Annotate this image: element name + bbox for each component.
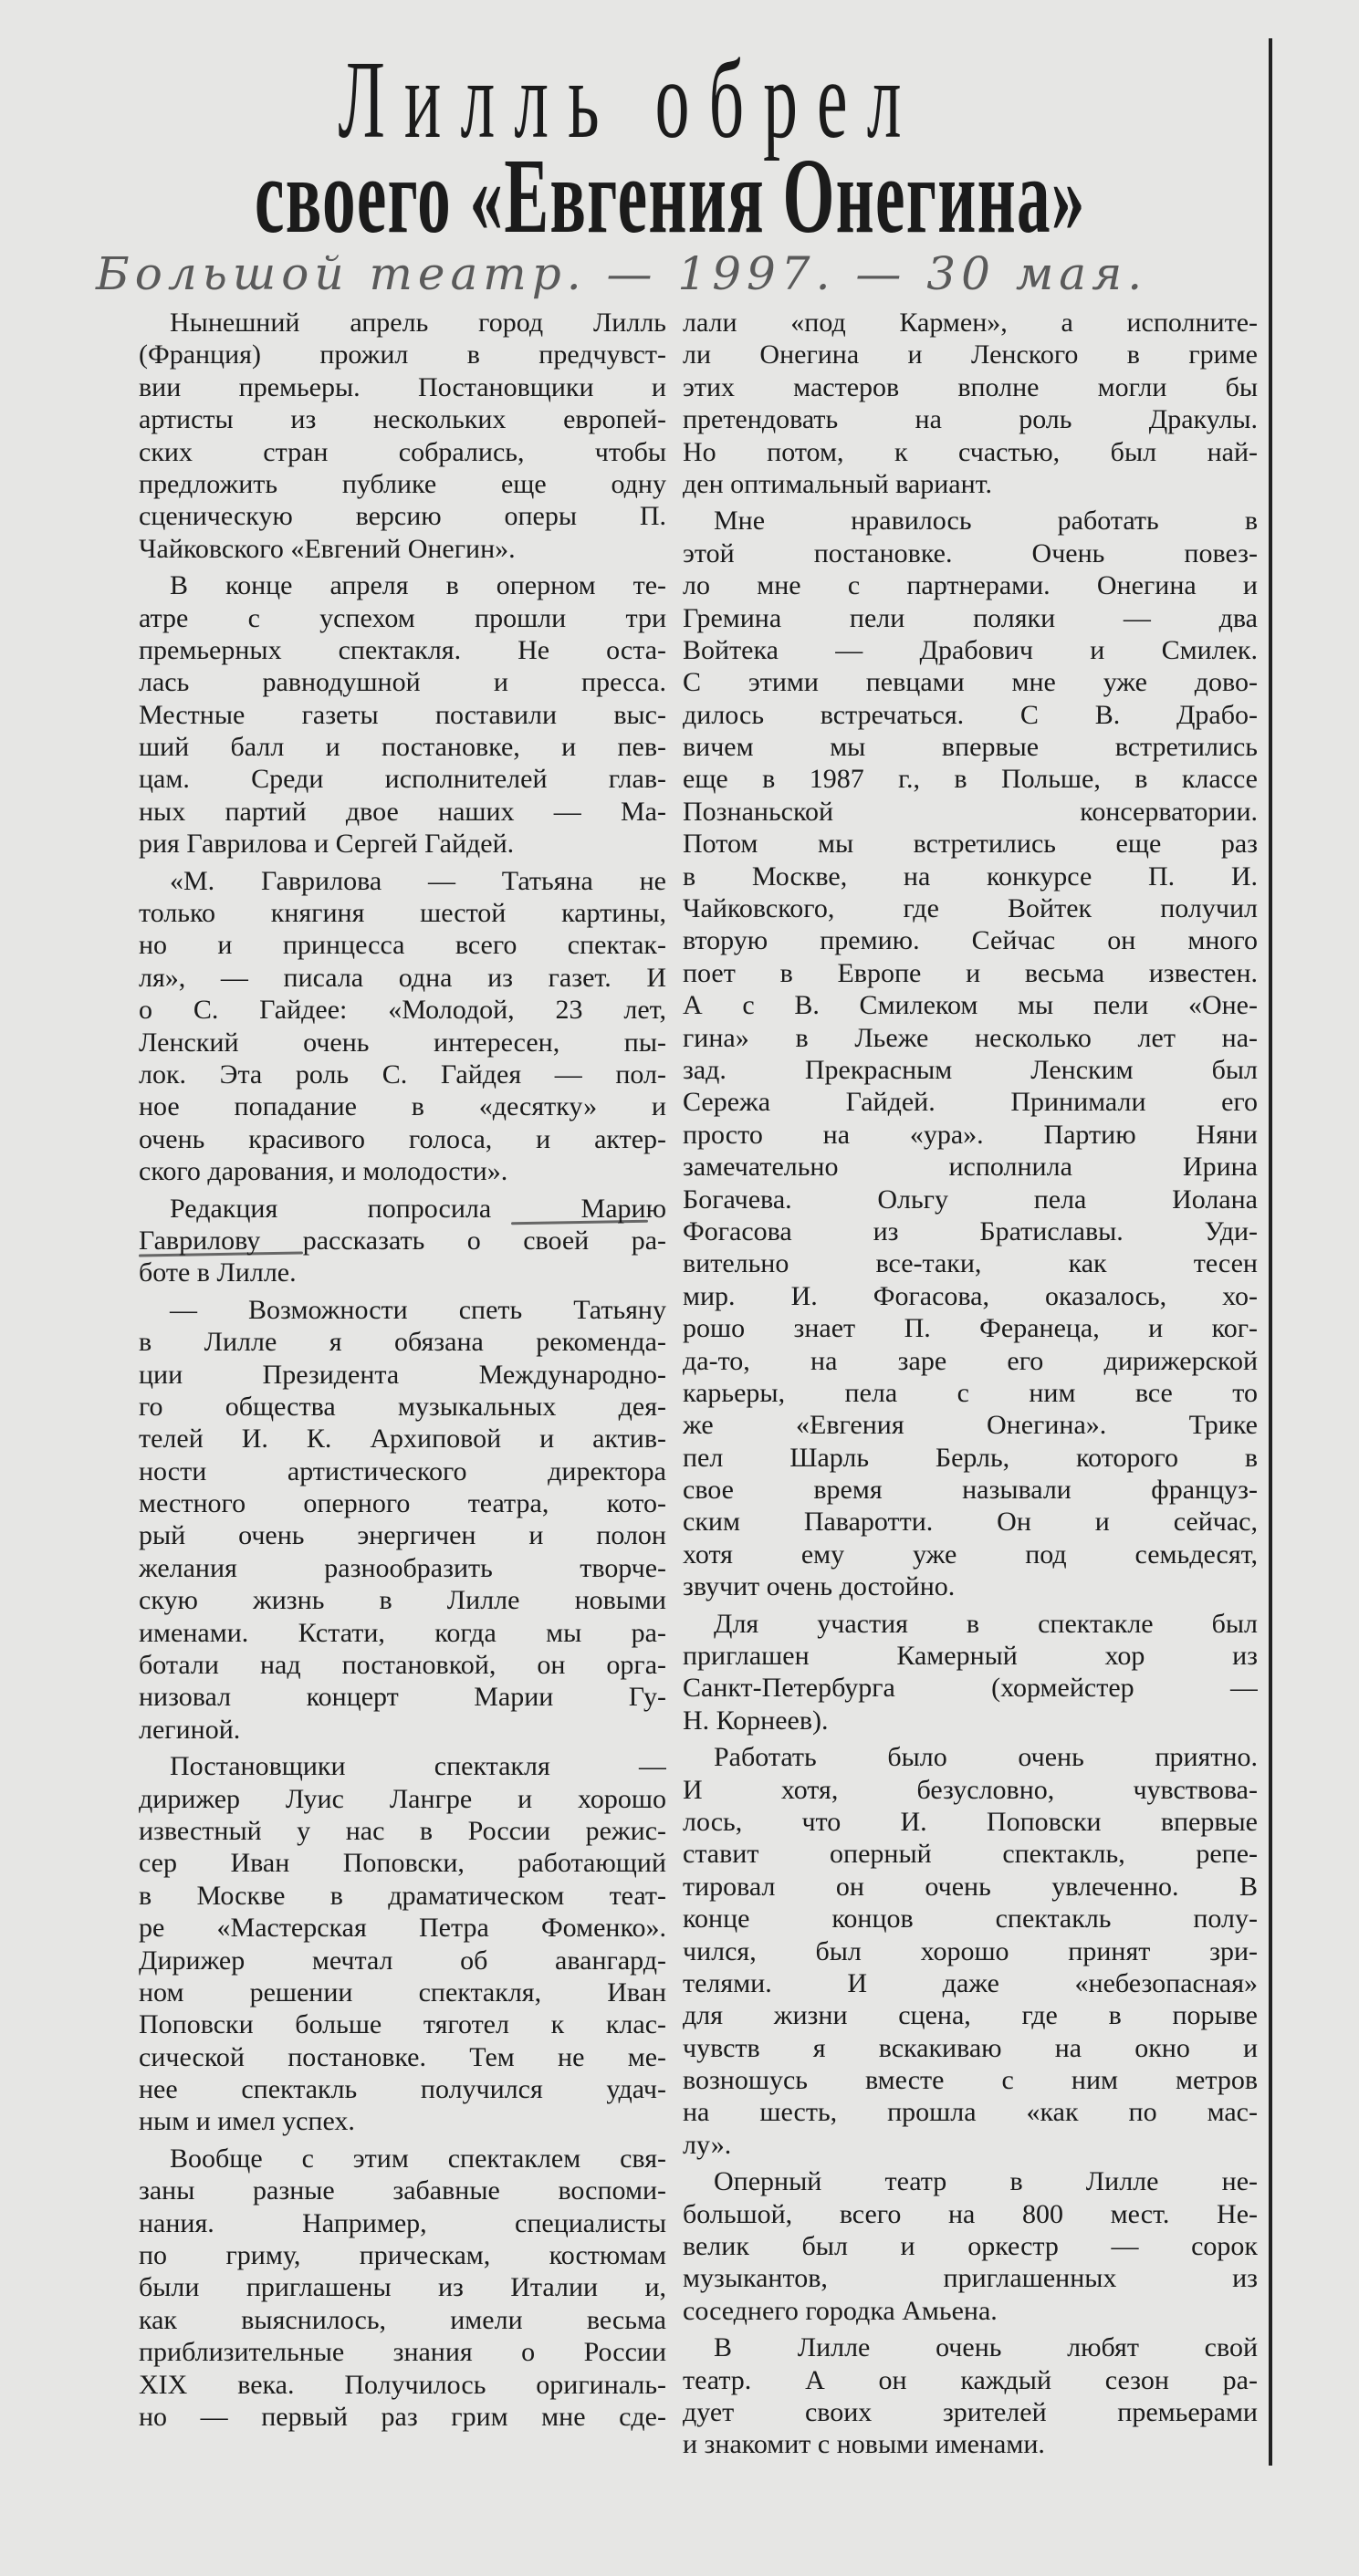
text-line: боте в Лилле.: [139, 1257, 297, 1288]
text-line: ное попадание в «десятку» и: [139, 1091, 666, 1122]
text-line: соседнего городка Амьена.: [683, 2295, 998, 2326]
text-line: поет в Европе и весьма известен.: [683, 957, 1258, 988]
text-line: телями. И даже «небезопасная»: [683, 1967, 1258, 1998]
handwritten-source-note: Большой театр. — 1997. — 30 мая.: [96, 247, 1148, 300]
text-line: сической постановке. Тем не ме-: [139, 2041, 666, 2072]
text-line: же «Евгения Онегина». Трике: [683, 1410, 1258, 1441]
text-line: Богачева. Ольгу пела Иолана: [683, 1184, 1258, 1215]
text-line: Оперный театр в Лилле не-: [714, 2166, 1258, 2197]
text-line: Познаньской консерватории.: [683, 796, 1258, 827]
text-line: ским Паваротти. Он и сейчас,: [683, 1507, 1258, 1538]
text-line: рошо знает П. Феранеца, и ког-: [683, 1313, 1258, 1344]
text-line: ских стран собрались, чтобы: [139, 436, 666, 467]
text-line: лось, что И. Поповски впервые: [683, 1806, 1258, 1837]
paragraph: [139, 1193, 666, 1289]
text-line: го общества музыкальных дея-: [139, 1391, 666, 1422]
text-line: как выяснилось, имели весьма: [139, 2304, 666, 2335]
text-line: ло мне с партнерами. Онегина и: [683, 570, 1258, 601]
text-line: тировал он очень увлеченно. В: [683, 1871, 1258, 1902]
text-line: предложить публике еще одну: [139, 468, 666, 499]
text-line: дует своих зрителей премьерами: [683, 2397, 1258, 2427]
text-line: А с В. Смилеком мы пели «Оне-: [683, 990, 1258, 1021]
paragraph: [683, 505, 1258, 1602]
text-line: Нынешний апрель город Лилль: [170, 308, 666, 338]
text-line: ского дарования, и молодости».: [139, 1156, 508, 1187]
text-line: Редакция попросила Марию: [170, 1193, 666, 1224]
text-line: рия Гаврилова и Сергей Гайдей.: [139, 829, 515, 860]
text-line: вительно все-таки, как тесен: [683, 1248, 1258, 1279]
text-column-left: [139, 307, 666, 2437]
text-line: Войтека — Драбович и Смилек.: [683, 634, 1258, 665]
text-line: Постановщики спектакля —: [170, 1751, 666, 1782]
text-line: скую жизнь в Лилле новыми: [139, 1585, 666, 1616]
paragraph: [683, 307, 1258, 500]
text-line: низовал концерт Марии Гу-: [139, 1682, 666, 1713]
text-line: — Возможности спеть Татьяну: [170, 1294, 666, 1325]
text-line: Н. Корнеев).: [683, 1705, 829, 1736]
text-line: зад. Прекрасным Ленским был: [683, 1054, 1258, 1085]
text-line: В Лилле очень любят свой: [714, 2332, 1258, 2363]
text-line: Чайковского, где Войтек получил: [683, 893, 1258, 924]
text-line: рый очень энергичен и полон: [139, 1520, 666, 1551]
text-line: просто на «ура». Партию Няни: [683, 1119, 1258, 1150]
paragraph: [139, 569, 666, 860]
text-line: были приглашены из Италии и,: [139, 2272, 666, 2303]
text-line: ным и имел успех.: [139, 2106, 355, 2137]
text-line: ля», — писала одна из газет. И: [139, 962, 666, 993]
paragraph: [683, 2165, 1258, 2327]
text-line: Сережа Гайдей. Принимали его: [683, 1087, 1258, 1118]
text-line: театр. А он каждый сезон ра-: [683, 2364, 1258, 2395]
column-rule: [1269, 38, 1272, 2466]
text-line: но — первый раз грим мне сде-: [139, 2402, 666, 2432]
text-line: телей И. К. Архиповой и актив-: [139, 1424, 666, 1455]
text-line: Дирижер мечтал об авангард-: [139, 1945, 666, 1976]
text-line: Гаврилову рассказать о своей ра-: [139, 1225, 666, 1256]
paragraph: [683, 1741, 1258, 2161]
text-line: Вообще с этим спектаклем свя-: [170, 2143, 666, 2174]
text-line: Но потом, к счастью, был най-: [683, 436, 1258, 467]
paragraph: [139, 1294, 666, 1746]
text-line: о С. Гайдее: «Молодой, 23 лет,: [139, 995, 666, 1026]
text-line: вичем мы впервые встретились: [683, 732, 1258, 763]
text-line: местного оперного театра, кото-: [139, 1488, 666, 1519]
text-line: мир. И. Фогасова, оказалось, хо-: [683, 1280, 1258, 1311]
text-line: (Франция) прожил в предчувст-: [139, 339, 666, 370]
text-line: XIX века. Получилось оригиналь-: [139, 2369, 666, 2400]
text-line: артисты из нескольких европей-: [139, 404, 666, 435]
text-line: в Москве в драматическом теат-: [139, 1880, 666, 1911]
text-line: приблизительные знания о России: [139, 2337, 666, 2368]
text-line: претендовать на роль Дракулы.: [683, 404, 1258, 435]
text-line: известный у нас в России режис-: [139, 1815, 666, 1846]
text-line: только княгиня шестой картины,: [139, 898, 666, 929]
text-line: вии премьеры. Постановщики и: [139, 371, 666, 402]
text-line: большой, всего на 800 мест. Не-: [683, 2198, 1258, 2229]
text-line: С этими певцами мне уже дово-: [683, 667, 1258, 698]
text-line: В конце апреля в оперном те-: [170, 570, 666, 601]
text-line: сер Иван Поповски, работающий: [139, 1848, 666, 1879]
text-line: в Москве, на конкурсе П. И.: [683, 860, 1258, 892]
text-line: желания разнообразить творче-: [139, 1552, 666, 1583]
text-line: ставит оперный спектакль, репе-: [683, 1839, 1258, 1870]
text-line: пел Шарль Берль, которого в: [683, 1442, 1258, 1473]
text-line: Поповски больше тяготел к клас-: [139, 2009, 666, 2040]
text-line: да-то, на заре его дирижерской: [683, 1345, 1258, 1376]
text-line: И хотя, безусловно, чувствова-: [683, 1774, 1258, 1805]
headline-line-2: [0, 136, 1260, 256]
text-line: еще в 1987 г., в Польше, в классе: [683, 764, 1258, 795]
text-line: Потом мы встретились еще раз: [683, 829, 1258, 860]
text-line: в Лилле я обязана рекоменда-: [139, 1327, 666, 1358]
text-line: возношусь вместе с ним метров: [683, 2065, 1258, 2096]
text-line: «М. Гаврилова — Татьяна не: [170, 865, 666, 896]
text-line: для жизни сцена, где в порыве: [683, 2000, 1258, 2031]
text-line: ший балл и постановке, и пев-: [139, 732, 666, 763]
paragraph: [139, 1750, 666, 2138]
text-line: свое время называли француз-: [683, 1475, 1258, 1506]
text-line: ции Президента Международно-: [139, 1359, 666, 1390]
text-line: нания. Например, специалисты: [139, 2207, 666, 2238]
text-line: хотя ему уже под семьдесят,: [683, 1538, 1258, 1570]
text-line: замечательно исполнила Ирина: [683, 1152, 1258, 1183]
text-line: легиной.: [139, 1714, 241, 1745]
text-line: ных партий двое наших — Ма-: [139, 796, 666, 827]
text-line: ре «Мастерская Петра Фоменко».: [139, 1913, 666, 1944]
text-line: на шесть, прошла «как по мас-: [683, 2097, 1258, 2128]
text-line: нее спектакль получился удач-: [139, 2074, 666, 2105]
paragraph: [139, 865, 666, 1188]
text-line: Мне нравилось работать в: [714, 506, 1258, 537]
text-line: лась равнодушной и пресса.: [139, 667, 666, 698]
text-line: чился, был хорошо принят зри-: [683, 1935, 1258, 1966]
text-line: атре с успехом прошли три: [139, 602, 666, 633]
text-line: лали «под Кармен», а исполните-: [683, 308, 1258, 338]
text-line: и знакомит с новыми именами.: [683, 2429, 1045, 2460]
text-line: Для участия в спектакле был: [714, 1608, 1258, 1639]
text-line: премьерных спектакля. Не оста-: [139, 634, 666, 665]
text-line: заны разные забавные воспоми-: [139, 2175, 666, 2206]
text-line: ли Онегина и Ленского в гриме: [683, 339, 1258, 370]
headline-text-1: Лилль обрел: [338, 38, 921, 162]
text-line: ности артистического директора: [139, 1455, 666, 1486]
text-line: дирижер Луис Лангре и хорошо: [139, 1783, 666, 1814]
text-line: Санкт-Петербурга (хормейстер —: [683, 1673, 1258, 1704]
text-line: ботали над постановкой, он орга-: [139, 1650, 666, 1681]
text-line: ден оптимальный вариант.: [683, 468, 992, 499]
text-line: гина» в Льеже несколько лет на-: [683, 1022, 1258, 1053]
text-line: Гремина пели поляки — два: [683, 602, 1258, 633]
text-line: Работать было очень приятно.: [714, 1742, 1258, 1773]
text-line: этой постановке. Очень повез-: [683, 537, 1258, 568]
text-line: вторую премию. Сейчас он много: [683, 925, 1258, 956]
text-line: ном решении спектакля, Иван: [139, 1976, 666, 2008]
text-line: именами. Кстати, когда мы ра-: [139, 1617, 666, 1648]
text-line: лок. Эта роль С. Гайдея — пол-: [139, 1059, 666, 1090]
paragraph: [683, 2331, 1258, 2461]
headline-text-2: своего «Евгения Онегина»: [255, 136, 1086, 256]
text-line: сценическую версию оперы П.: [139, 501, 666, 532]
text-line: чувств я вскакиваю на окно и: [683, 2032, 1258, 2063]
text-line: Ленский очень интересен, пы-: [139, 1027, 666, 1058]
text-line: очень красивого голоса, и актер-: [139, 1123, 666, 1154]
text-line: конце концов спектакль полу-: [683, 1903, 1258, 1935]
text-line: музыкантов, приглашенных из: [683, 2263, 1258, 2294]
text-line: лу».: [683, 2129, 732, 2160]
text-line: Местные газеты поставили выс-: [139, 699, 666, 730]
text-line: приглашен Камерный хор из: [683, 1641, 1258, 1672]
text-line: цам. Среди исполнителей глав-: [139, 764, 666, 795]
text-line: Чайковского «Евгений Онегин».: [139, 533, 516, 564]
paragraph: [139, 2143, 666, 2434]
text-line: дилось встречаться. С В. Драбо-: [683, 699, 1258, 730]
text-line: карьеры, пела с ним все то: [683, 1377, 1258, 1408]
text-line: звучит очень достойно.: [683, 1571, 956, 1602]
text-line: но и принцесса всего спектак-: [139, 930, 666, 961]
text-column-right: [683, 307, 1258, 2466]
text-line: велик был и оркестр — сорок: [683, 2231, 1258, 2262]
paragraph: [683, 1608, 1258, 1737]
text-line: Фогасова из Братиславы. Уди-: [683, 1215, 1258, 1246]
paragraph: [139, 307, 666, 565]
text-line: этих мастеров вполне могли бы: [683, 371, 1258, 402]
text-line: по гриму, прическам, костюмам: [139, 2240, 666, 2271]
